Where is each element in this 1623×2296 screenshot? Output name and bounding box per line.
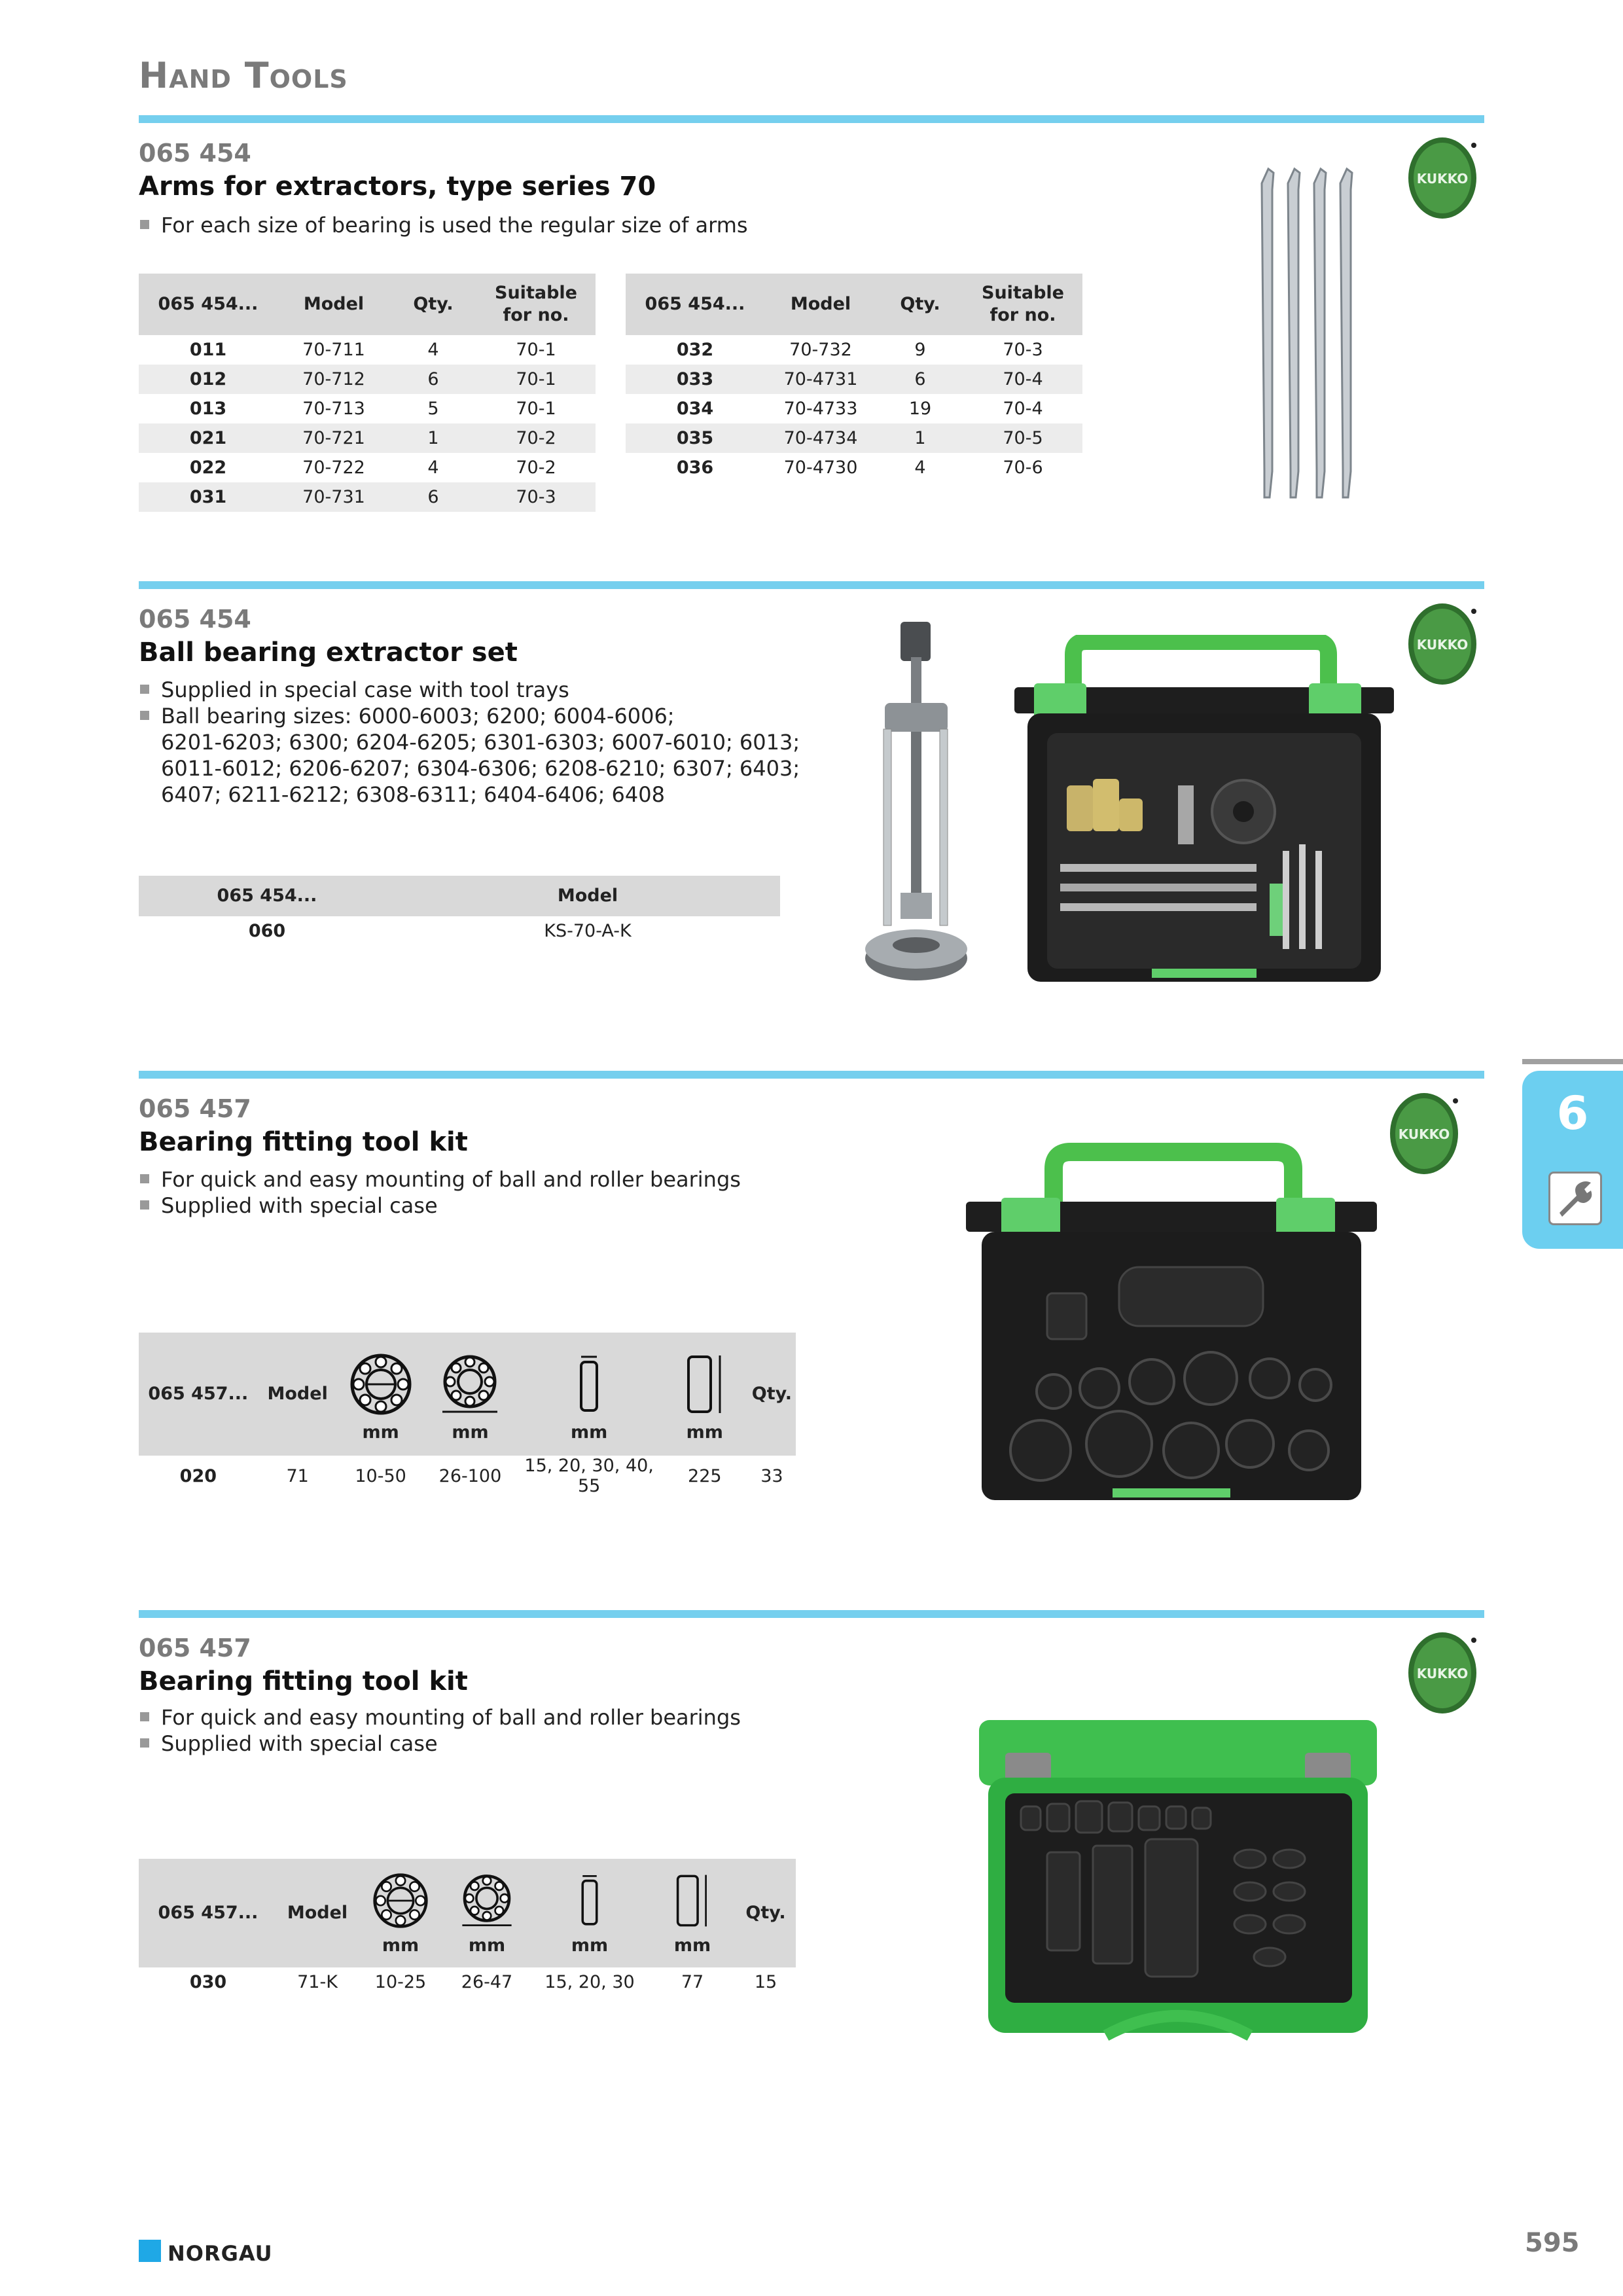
kukko-logo <box>1406 135 1478 232</box>
cell-code: 032 <box>676 340 714 360</box>
logo-text: KUKKO <box>1398 1126 1450 1142</box>
section-3-code: 065 457 <box>139 1094 251 1123</box>
bullet-item: For quick and easy mounting of ball and roller bearings <box>139 1166 741 1193</box>
cell-code: 022 <box>189 457 227 478</box>
bullet-item: Supplied with special case <box>139 1193 741 1219</box>
cell-suitable: 70-5 <box>963 423 1082 453</box>
cell-qty: 19 <box>908 399 932 419</box>
col-header-bore <box>357 1859 444 1967</box>
cell-suitable: 70-4 <box>1003 399 1043 419</box>
table-row <box>626 394 1082 423</box>
section-3-bullets <box>139 1166 741 1219</box>
table-row <box>139 453 596 482</box>
logo-text: KUKKO <box>1416 637 1469 653</box>
cell-length: 225 <box>688 1465 722 1486</box>
unit-label: mm <box>452 1422 489 1443</box>
unit-label: mm <box>673 1935 711 1956</box>
bullet-item: Supplied in special case with tool trays <box>139 677 800 703</box>
cell-model: 70-721 <box>277 423 390 453</box>
cell-model: 71-K <box>297 1972 338 1992</box>
sleeve-length-icon <box>671 1873 713 1929</box>
col-header-diameter <box>516 1333 661 1456</box>
extractor-case-photo <box>1008 635 1400 988</box>
section-4-code: 065 457 <box>139 1634 251 1662</box>
arms-table-right <box>626 274 1082 482</box>
cell-model: 70-722 <box>302 457 365 478</box>
table-row <box>139 916 780 946</box>
page-title: Hand Tools <box>139 55 348 96</box>
unit-label: mm <box>571 1935 609 1956</box>
col-header-qty: Qty. <box>736 1859 796 1967</box>
bullet-item: Ball bearing sizes: 6000-6003; 6200; 6004-6006; <box>139 703 800 729</box>
section-1-bullets <box>139 212 748 238</box>
cell-diameter: 15, 20, 30, 40, 55 <box>524 1456 654 1496</box>
page-number: 595 <box>1525 2228 1580 2258</box>
cell-suitable: 70-3 <box>1003 340 1043 360</box>
cell-qty: 4 <box>914 457 926 478</box>
cell-code: 033 <box>626 365 764 394</box>
table-row <box>139 1967 796 1997</box>
bullet-continuation: 6201-6203; 6300; 6204-6205; 6301-6303; 6007-6010; 6013; <box>161 730 800 755</box>
cell-qty: 4 <box>427 457 439 478</box>
cell-bore: 10-25 <box>374 1972 427 1992</box>
fitting-kit-table-1 <box>139 1333 796 1496</box>
cell-outer: 26-47 <box>461 1972 513 1992</box>
table-row <box>626 335 1082 365</box>
logo-text: KUKKO <box>1416 171 1469 187</box>
table-row <box>626 453 1082 482</box>
col-header-model: Model <box>395 876 780 916</box>
chapter-number: 6 <box>1556 1086 1589 1140</box>
cell-qty: 33 <box>760 1465 783 1486</box>
cell-code: 060 <box>248 921 286 941</box>
col-header-qty: Qty. <box>877 274 963 335</box>
cell-qty: 6 <box>877 365 963 394</box>
cell-suitable: 70-4 <box>963 365 1082 394</box>
cell-code: 020 <box>179 1465 217 1486</box>
col-header-length <box>649 1859 736 1967</box>
cell-suitable: 70-1 <box>476 365 596 394</box>
col-header-suitable: Suitable for no. <box>476 274 596 335</box>
col-header-diameter <box>530 1859 649 1967</box>
cell-qty: 1 <box>390 423 476 453</box>
norgau-logo-mark <box>139 2240 161 2262</box>
section-1-title: Arms for extractors, type series 70 <box>139 171 656 202</box>
cell-model: 70-732 <box>789 340 852 360</box>
col-header-bore <box>338 1333 424 1456</box>
kukko-logo <box>1406 1630 1478 1727</box>
sleeve-length-icon <box>682 1353 728 1416</box>
cell-qty: 6 <box>390 482 476 512</box>
cell-qty: 6 <box>390 365 476 394</box>
section-2-title: Ball bearing extractor set <box>139 637 518 668</box>
unit-label: mm <box>571 1422 608 1443</box>
bearing-extractor-photo <box>861 618 972 1004</box>
bearing-inner-diameter-icon <box>349 1353 412 1416</box>
cell-model: 70-4733 <box>783 399 858 419</box>
cell-code: 021 <box>139 423 277 453</box>
section-rule <box>139 1610 1484 1618</box>
bullet-continuation: 6011-6012; 6206-6207; 6304-6306; 6208-6210; 6307; 6403; <box>161 756 800 781</box>
side-tab-divider <box>1522 1059 1623 1064</box>
col-header-suitable: Suitable for no. <box>963 274 1082 335</box>
col-header-qty: Qty. <box>390 274 476 335</box>
col-header-code: 065 457... <box>139 1859 277 1967</box>
section-4-title: Bearing fitting tool kit <box>139 1666 468 1696</box>
cell-model: 71 <box>286 1465 309 1486</box>
sleeve-diameter-icon <box>576 1353 602 1416</box>
arms-table-left <box>139 274 596 512</box>
kukko-logo <box>1406 601 1478 698</box>
col-header-code: 065 457... <box>139 1333 258 1456</box>
col-header-outer <box>424 1333 517 1456</box>
table-row <box>139 365 596 394</box>
col-header-model: Model <box>764 274 877 335</box>
cell-model: 70-711 <box>302 340 365 360</box>
cell-qty: 1 <box>877 423 963 453</box>
cell-diameter: 15, 20, 30 <box>544 1972 635 1992</box>
cell-code: 011 <box>189 340 227 360</box>
section-rule <box>139 1071 1484 1079</box>
bearing-inner-diameter-icon <box>372 1873 429 1929</box>
col-header-model: Model <box>277 1859 357 1967</box>
section-4-bullets <box>139 1704 741 1757</box>
fitting-kit-green-case-photo <box>975 1715 1381 2042</box>
table-row <box>139 1456 796 1496</box>
cell-suitable: 70-1 <box>516 340 556 360</box>
unit-label: mm <box>382 1935 419 1956</box>
cell-code: 030 <box>189 1972 227 1992</box>
cell-suitable: 70-3 <box>476 482 596 512</box>
table-row <box>626 365 1082 394</box>
cell-model: KS-70-A-K <box>544 921 632 941</box>
cell-model: 70-713 <box>302 399 365 419</box>
extractor-arms-photo <box>1250 164 1368 504</box>
bearing-outer-diameter-icon <box>459 1873 515 1929</box>
extractor-set-table <box>139 876 780 946</box>
unit-label: mm <box>468 1935 506 1956</box>
section-2-code: 065 454 <box>139 605 251 634</box>
cell-length: 77 <box>681 1972 704 1992</box>
bullet-item: For quick and easy mounting of ball and roller bearings <box>139 1704 741 1731</box>
unit-label: mm <box>686 1422 723 1443</box>
unit-label: mm <box>362 1422 399 1443</box>
cell-bore: 10-50 <box>355 1465 406 1486</box>
col-header-model: Model <box>258 1333 338 1456</box>
cell-suitable: 70-2 <box>516 457 556 478</box>
bullet-item: Supplied with special case <box>139 1731 741 1757</box>
cell-qty: 9 <box>914 340 926 360</box>
header-rule <box>139 115 1484 123</box>
fitting-kit-table-2 <box>139 1859 796 1997</box>
table-row <box>139 423 596 453</box>
cell-model: 70-731 <box>277 482 390 512</box>
cell-model: 70-4734 <box>764 423 877 453</box>
cell-model: 70-712 <box>277 365 390 394</box>
col-header-qty: Qty. <box>748 1333 796 1456</box>
col-header-code: 065 454... <box>626 274 764 335</box>
cell-qty: 15 <box>754 1972 777 1992</box>
table-row <box>139 394 596 423</box>
cell-qty: 4 <box>427 340 439 360</box>
col-header-code: 065 454... <box>139 274 277 335</box>
table-row <box>139 482 596 512</box>
col-header-length <box>662 1333 748 1456</box>
cell-code: 013 <box>189 399 227 419</box>
col-header-code: 065 454... <box>139 876 395 916</box>
section-1-code: 065 454 <box>139 139 251 168</box>
col-header-model: Model <box>277 274 390 335</box>
cell-code: 012 <box>139 365 277 394</box>
section-3-title: Bearing fitting tool kit <box>139 1127 468 1157</box>
footer-brand: NORGAU <box>168 2241 273 2266</box>
section-2-bullets <box>139 677 800 808</box>
bearing-outer-diameter-icon <box>438 1353 501 1416</box>
kukko-logo <box>1387 1090 1459 1187</box>
cell-outer: 26-100 <box>438 1465 502 1486</box>
bullet-item: For each size of bearing is used the regular size of arms <box>139 212 748 238</box>
logo-text: KUKKO <box>1416 1666 1469 1681</box>
cell-code: 034 <box>676 399 714 419</box>
cell-suitable: 70-6 <box>1003 457 1043 478</box>
cell-model: 70-4731 <box>764 365 877 394</box>
bullet-continuation: 6407; 6211-6212; 6308-6311; 6404-6406; 6408 <box>161 782 665 807</box>
col-header-outer <box>444 1859 530 1967</box>
cell-code: 035 <box>626 423 764 453</box>
section-rule <box>139 581 1484 589</box>
fitting-kit-case-photo <box>962 1143 1381 1509</box>
wrench-icon <box>1548 1172 1602 1225</box>
cell-suitable: 70-2 <box>476 423 596 453</box>
cell-suitable: 70-1 <box>516 399 556 419</box>
cell-qty: 5 <box>427 399 439 419</box>
cell-code: 031 <box>139 482 277 512</box>
cell-model: 70-4730 <box>783 457 858 478</box>
table-row <box>139 335 596 365</box>
table-row <box>626 423 1082 453</box>
sleeve-diameter-icon <box>577 1873 603 1929</box>
cell-code: 036 <box>676 457 714 478</box>
